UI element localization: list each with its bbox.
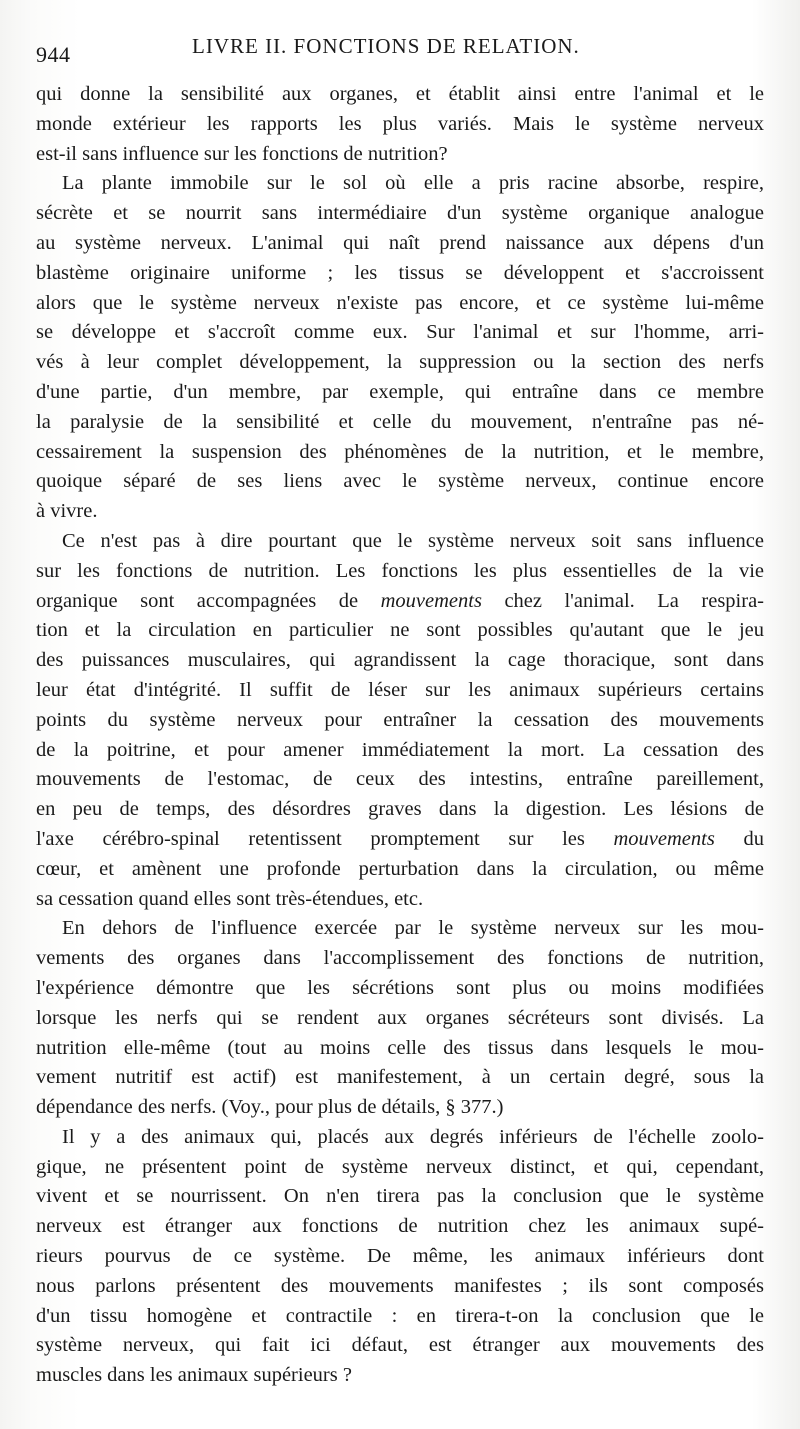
text-line: vivent et se nourrissent. On n'en tirera pas la conclusion que le système [36, 1185, 764, 1208]
text-line: vés à leur complet développement, la suppression ou la section des nerfs [36, 351, 764, 374]
text-line: système nerveux, qui fait ici défaut, est étranger aux mouvements des [36, 1334, 764, 1357]
text-line: l'expérience démontre que les sécrétions sont plus ou moins modifiées [36, 976, 764, 999]
emphasis: mouvements [613, 827, 715, 850]
text-line: rieurs pourvus de ce système. De même, les animaux inférieurs dont [36, 1245, 764, 1268]
text-line: se développe et s'accroît comme eux. Sur l'animal et sur l'homme, arri- [36, 321, 764, 344]
paragraph [36, 80, 764, 169]
text-line: d'une partie, d'un membre, par exemple, qui entraîne dans ce membre [36, 380, 764, 403]
text-line: sécrète et se nourrit sans intermédiaire d'un système organique analogue [36, 202, 764, 225]
text-line: sa cessation quand elles sont très-étendues, etc. [36, 887, 424, 910]
text-line: la paralysie de la sensibilité et celle du mouvement, n'entraîne pas né- [36, 410, 764, 433]
body-text [36, 80, 764, 1391]
text-line: La plante immobile sur le sol où elle a pris racine absorbe, respire, [62, 172, 764, 195]
text-line: leur état d'intégrité. Il suffit de léser sur les animaux supérieurs certains [36, 678, 764, 701]
text-line: points du système nerveux pour entraîner la cessation des mouvements [36, 708, 764, 731]
paragraph [36, 914, 764, 1123]
text-line: d'un tissu homogène et contractile : en tirera-t-on la conclusion que le [36, 1304, 764, 1327]
running-head: LIVRE II. FONCTIONS DE RELATION. [192, 34, 580, 58]
text-line: est-il sans influence sur les fonctions de nutrition? [36, 142, 448, 165]
emphasis: mouvements [380, 589, 482, 612]
text-line: nerveux est étranger aux fonctions de nutrition chez les animaux supé- [36, 1215, 764, 1238]
text-line: dépendance des nerfs. (Voy., pour plus de détails, § 377.) [36, 1096, 504, 1119]
text-line: cessairement la suspension des phénomènes de la nutrition, et le membre, [36, 440, 764, 463]
page-number: 944 [36, 42, 71, 67]
text-line: blastème originaire uniforme ; les tissus se développent et s'accroissent [36, 261, 764, 284]
text-line: à vivre. [36, 500, 98, 523]
paragraph [36, 527, 764, 914]
text-line: cœur, et amènent une profonde perturbation dans la circulation, ou même [36, 857, 764, 880]
text-line: des puissances musculaires, qui agrandissent la cage thoracique, sont dans [36, 649, 764, 672]
text-line: En dehors de l'influence exercée par le système nerveux sur les mou- [62, 917, 764, 940]
text-line: tion et la circulation en particulier ne sont possibles qu'autant que le jeu [36, 619, 764, 642]
text-line: alors que le système nerveux n'existe pas encore, et ce système lui-même [36, 291, 764, 314]
text-line: vement nutritif est actif) est manifestement, à un certain degré, sous la [36, 1066, 764, 1089]
text-line: Il y a des animaux qui, placés aux degrés inférieurs de l'échelle zoolo- [62, 1125, 764, 1148]
text-line: muscles dans les animaux supérieurs ? [36, 1364, 352, 1387]
text-line: mouvements de l'estomac, de ceux des intestins, entraîne pareillement, [36, 768, 764, 791]
text-line: sur les fonctions de nutrition. Les fonctions les plus essentielles de la vie [36, 559, 764, 582]
text-line: qui donne la sensibilité aux organes, et établit ainsi entre l'animal et le [36, 83, 764, 105]
text-line: monde extérieur les rapports les plus variés. Mais le système nerveux [36, 112, 764, 135]
text-line: en peu de temps, des désordres graves dans la digestion. Les lésions de [36, 798, 764, 821]
text-line: l'axe cérébro-spinal retentissent promptement sur les mouvements du [36, 827, 764, 850]
text-line: de la poitrine, et pour amener immédiatement la mort. La cessation des [36, 738, 764, 761]
text-line: quoique séparé de ses liens avec le système nerveux, continue encore [36, 470, 764, 493]
text-line: vements des organes dans l'accomplissement des fonctions de nutrition, [36, 947, 764, 970]
page-header [36, 30, 760, 67]
text-line: gique, ne présentent point de système nerveux distinct, et qui, cependant, [36, 1155, 764, 1178]
text-line: Ce n'est pas à dire pourtant que le système nerveux soit sans influence [62, 529, 764, 552]
text-line: au système nerveux. L'animal qui naît prend naissance aux dépens d'un [36, 231, 764, 254]
paragraph [36, 169, 764, 527]
text-line: organique sont accompagnées de mouvements chez l'animal. La respira- [36, 589, 764, 612]
text-line: lorsque les nerfs qui se rendent aux organes sécréteurs sont divisés. La [36, 1006, 764, 1029]
text-line: nutrition elle-même (tout au moins celle des tissus dans lesquels le mou- [36, 1036, 764, 1059]
text-line: nous parlons présentent des mouvements manifestes ; ils sont composés [36, 1274, 764, 1297]
paragraph [36, 1123, 764, 1391]
